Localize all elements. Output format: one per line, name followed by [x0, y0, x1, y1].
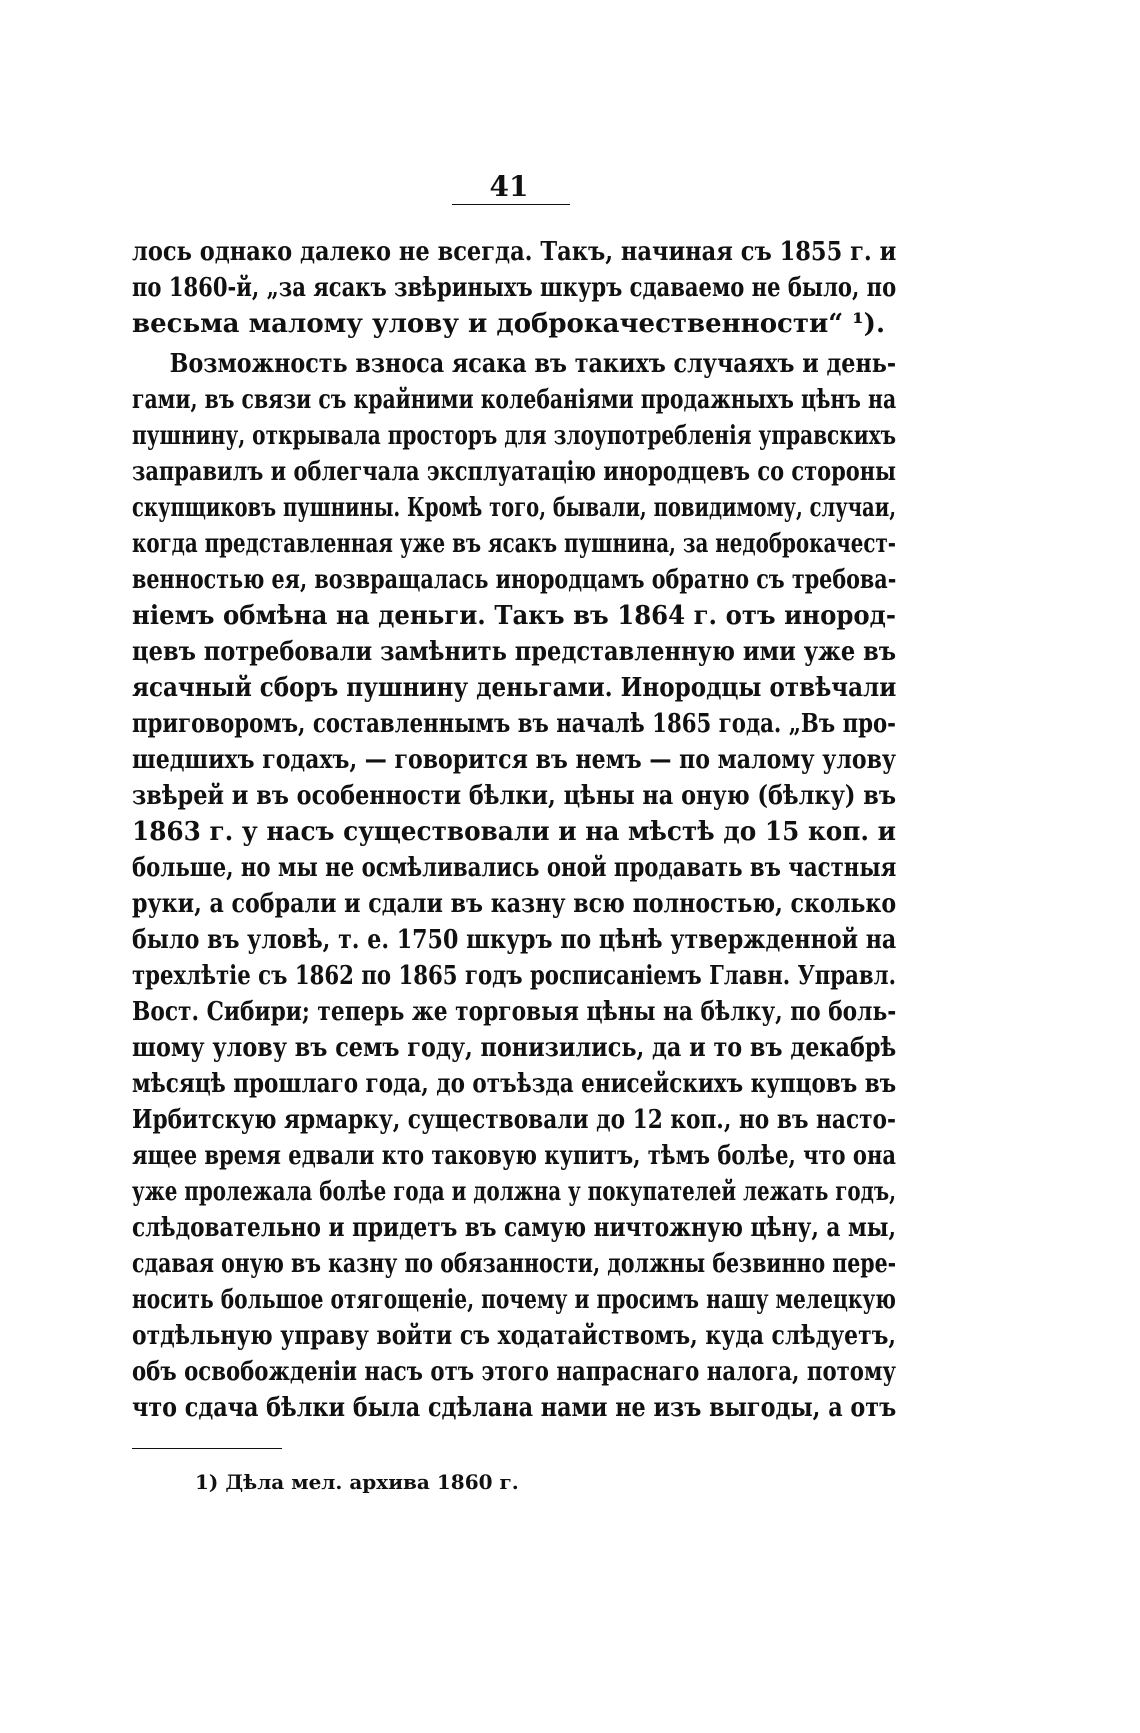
text-line: заправилъ и облегчала эксплуатацію инородцевъ со стороны	[132, 457, 896, 487]
text-line: венностью ея, возвращалась инородцамъ обратно съ требова-	[132, 565, 897, 595]
text-line: скупщиковъ пушнины. Кромѣ того, бывали, повидимому, случаи,	[132, 493, 896, 523]
page-number: 41	[489, 170, 529, 203]
text-line: сдавая оную въ казну по обязанности, должны безвинно пере-	[132, 1249, 897, 1279]
text-line: звѣрей и въ особенности бѣлки, цѣны на оную (бѣлку) въ	[132, 781, 896, 811]
text-line: весьма малому улову и доброкачественности“ ¹).	[132, 309, 886, 339]
text-line: носить большое отягощеніе, почему и просимъ нашу мелецкую	[132, 1285, 896, 1315]
text-line: что сдача бѣлки была сдѣлана нами не изъ выгоды, а отъ	[132, 1393, 897, 1423]
text-line: по 1860-й, „за ясакъ звѣриныхъ шкуръ сдаваемо не было, по	[132, 273, 897, 303]
text-line: мѣсяцѣ прошлаго года, до отъѣзда енисейскихъ купцовъ въ	[132, 1069, 897, 1099]
text-line: пушнину, открывала просторъ для злоупотребленія управскихъ	[132, 421, 896, 451]
text-line: объ освобожденіи насъ отъ этого напраснаго налога, потому	[132, 1357, 896, 1387]
text-line: ніемъ обмѣна на деньги. Такъ въ 1864 г. отъ инород-	[132, 601, 896, 631]
text-line: гами, въ связи съ крайними колебаніями продажныхъ цѣнъ на	[132, 385, 897, 415]
text-line: Вост. Сибири; теперь же торговыя цѣны на бѣлку, по боль-	[132, 997, 897, 1027]
text-line: отдѣльную управу войти съ ходатайствомъ, куда слѣдуетъ,	[132, 1321, 896, 1351]
text-line: ясачный сборъ пушнину деньгами. Инородцы отвѣчали	[132, 673, 897, 703]
paragraph-1	[132, 234, 896, 342]
footnote: 1) Дѣла мел. архива 1860 г.	[195, 1470, 519, 1494]
body-text	[132, 234, 896, 1426]
text-line: ящее время едвали кто таковую купитъ, тѣмъ болѣе, что она	[132, 1141, 896, 1171]
text-line: Возможность взноса ясака въ такихъ случаяхъ и день-	[169, 349, 897, 379]
text-line: Ирбитскую ярмарку, существовали до 12 коп., но въ насто-	[132, 1105, 896, 1135]
text-line: трехлѣтіе съ 1862 по 1865 годъ росписаніемъ Главн. Управл.	[132, 961, 896, 991]
text-line: было въ уловѣ, т. е. 1750 шкуръ по цѣнѣ утвержденной на	[132, 925, 897, 955]
paragraph-2	[132, 346, 896, 1426]
text-line: 1863 г. у насъ существовали и на мѣстѣ до 15 коп. и	[132, 817, 896, 847]
text-line: когда представленная уже въ ясакъ пушнина, за недоброкачест-	[132, 529, 896, 559]
footnote-rule	[132, 1448, 282, 1449]
text-line: шедшихъ годахъ, — говорится въ немъ — по малому улову	[132, 745, 897, 775]
text-line: лось однако далеко не всегда. Такъ, начиная съ 1855 г. и	[132, 237, 897, 267]
header-rule	[452, 204, 570, 205]
text-line: приговоромъ, составленнымъ въ началѣ 1865 года. „Въ про-	[132, 709, 896, 739]
text-line: уже пролежала болѣе года и должна у покупателей лежать годъ,	[132, 1177, 896, 1207]
text-line: больше, но мы не осмѣливались оной продавать въ частныя	[132, 853, 897, 883]
text-line: руки, а собрали и сдали въ казну всю полностью, сколько	[132, 889, 897, 919]
text-line: цевъ потребовали замѣнить представленную ими уже въ	[132, 637, 896, 667]
text-line: шому улову въ семъ году, понизились, да и то въ декабрѣ	[132, 1033, 897, 1063]
text-line: слѣдовательно и придетъ въ самую ничтожную цѣну, а мы,	[132, 1213, 896, 1243]
